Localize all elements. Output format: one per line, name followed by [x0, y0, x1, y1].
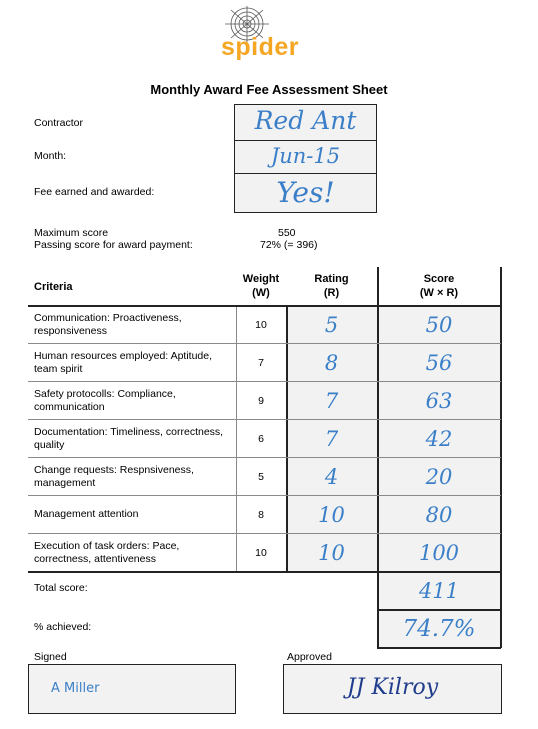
criteria-cell: Documentation: Timeliness, correctness, quality [34, 425, 224, 451]
table-row [0, 420, 538, 457]
criteria-cell: Change requests: Respnsiveness, management [34, 463, 194, 489]
approved-field[interactable] [283, 664, 502, 714]
criteria-cell: Human resources employed: Aptitude, team spirit [34, 349, 213, 375]
approved-label: Approved [287, 651, 332, 663]
percent-achieved-label: % achieved: [34, 621, 92, 633]
rating-cell[interactable]: 7 [324, 388, 339, 413]
contractor-value: Red Ant [254, 106, 357, 135]
month-value: Jun-15 [270, 144, 341, 168]
weight-header [236, 272, 286, 300]
signed-label: Signed [34, 651, 67, 663]
rating-cell[interactable]: 8 [324, 350, 339, 375]
total-score-value[interactable]: 411 [418, 578, 460, 603]
total-score-label: Total score: [34, 582, 88, 594]
rating-cell[interactable]: 4 [324, 464, 339, 489]
rating-header-label: Rating [314, 273, 349, 285]
table-row [0, 458, 538, 495]
weight-cell: 9 [258, 394, 264, 407]
score-cell[interactable]: 63 [425, 388, 453, 413]
criteria-cell: Management attention [34, 508, 139, 520]
passing-score-label: Passing score for award payment: [34, 239, 193, 251]
weight-cell: 10 [255, 546, 267, 559]
weight-cell: 7 [258, 356, 264, 369]
criteria-cell: Communication: Proactiveness, responsiveness [34, 311, 182, 337]
signed-field[interactable] [28, 664, 236, 714]
contractor-field[interactable] [234, 104, 377, 141]
weight-header-label: Weight [242, 273, 280, 285]
score-header [377, 272, 501, 300]
table-row [0, 534, 538, 571]
score-cell[interactable]: 100 [418, 540, 460, 565]
fee-value: Yes! [276, 176, 335, 209]
score-cell[interactable]: 20 [425, 464, 453, 489]
weight-cell: 5 [258, 470, 264, 483]
fee-field[interactable] [234, 173, 377, 213]
contractor-label: Contractor [34, 117, 84, 129]
score-header-symbol: (W × R) [419, 287, 459, 299]
table-row [0, 496, 538, 533]
score-cell[interactable]: 56 [425, 350, 453, 375]
criteria-cell: Safety protocolls: Compliance, communication [34, 387, 176, 413]
month-label: Month: [34, 150, 67, 162]
rating-header [286, 272, 377, 300]
rating-header-symbol: (R) [323, 287, 340, 299]
passing-score-value: 72% (= 396) [260, 239, 318, 251]
criteria-cell: Execution of task orders: Pace, correctness, attentiveness [34, 539, 180, 565]
score-cell[interactable]: 42 [425, 426, 453, 451]
table-row [0, 382, 538, 419]
max-score-label: Maximum score [34, 227, 109, 239]
month-field[interactable] [234, 140, 377, 174]
rating-cell[interactable]: 10 [318, 540, 345, 565]
score-cell[interactable]: 50 [425, 312, 453, 337]
logo-text: spider [220, 33, 300, 61]
weight-cell: 10 [255, 318, 267, 331]
max-score-value: 550 [278, 227, 296, 239]
rating-cell[interactable]: 7 [324, 426, 339, 451]
page-title: Monthly Award Fee Assessment Sheet [150, 82, 388, 97]
weight-header-symbol: (W) [252, 287, 270, 299]
table-divider [377, 647, 501, 649]
score-header-label: Score [423, 273, 455, 285]
table-row [0, 306, 538, 343]
weight-cell: 8 [258, 508, 264, 521]
criteria-header: Criteria [34, 281, 73, 293]
approved-value: JJ Kilroy [346, 675, 439, 700]
rating-cell[interactable]: 10 [318, 502, 345, 527]
rating-cell[interactable]: 5 [324, 312, 339, 337]
score-cell[interactable]: 80 [425, 502, 453, 527]
fee-label: Fee earned and awarded: [34, 186, 155, 198]
weight-cell: 6 [258, 432, 264, 445]
percent-achieved-value[interactable]: 74.7% [402, 615, 476, 642]
table-row [0, 344, 538, 381]
signed-value: A Miller [51, 681, 100, 696]
